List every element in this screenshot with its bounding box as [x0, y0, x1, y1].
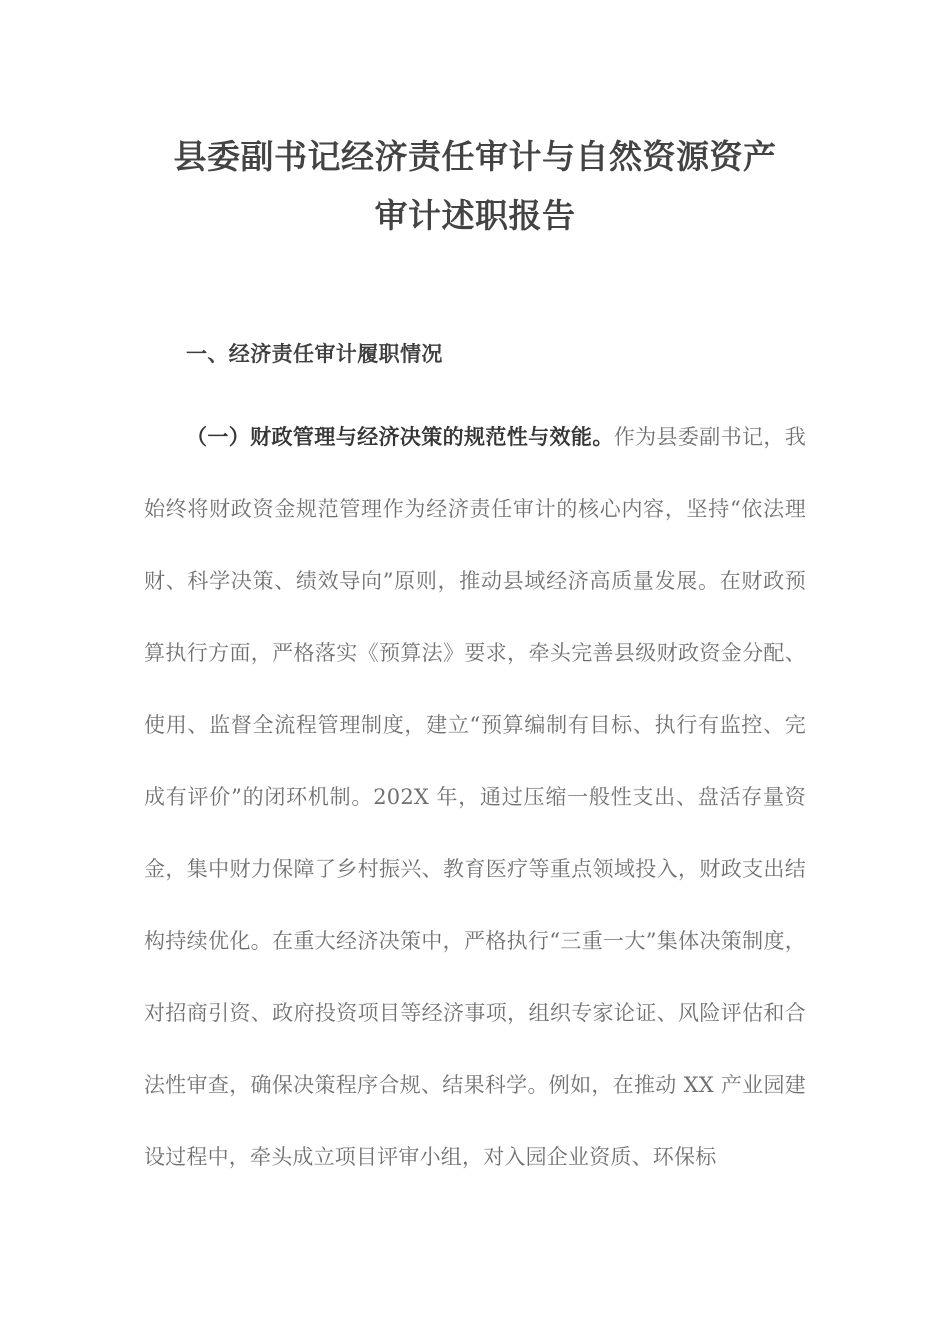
page-title — [144, 0, 806, 245]
page-title-line-2: 审计述职报告 — [374, 195, 576, 235]
paragraph-1-lead: （一）财政管理与经济决策的规范性与效能。 — [186, 424, 614, 450]
paragraph-1 — [144, 371, 806, 1193]
paragraph-1-body: 作为县委副书记，我始终将财政资金规范管理作为经济责任审计的核心内容，坚持“依法理财、科学决策、绩效导向”原则，推动县域经济高质量发展。在财政预算执行方面，严格落实《预算法》要求，牵头完善县级财政资金分配、使用、监督全流程管理制度，建立“预算编制有目标、执行有监控、完成有评价”的闭环机制。202X 年，通过压缩一般性支出、盘活存量资金，集中财力保障了乡村振兴、教育医疗等重点领域投入，财政支出结构持续优化。在重大经济决策中，严格执行“三重一大”集体决策制度，对招商引资、政府投资项目等经济事项，组织专家论证、风险评估和合法性审查，确保决策程序合规、结果科学。例如，在推动 XX 产业园建设过程中，牵头成立项目评审小组，对入园企业资质、环保标 — [144, 425, 807, 1170]
section-heading-1: 一、经济责任审计履职情况 — [186, 341, 443, 367]
page-title-line-1: 县委副书记经济责任审计与自然资源资产 — [173, 137, 777, 176]
document-body — [144, 0, 806, 1193]
